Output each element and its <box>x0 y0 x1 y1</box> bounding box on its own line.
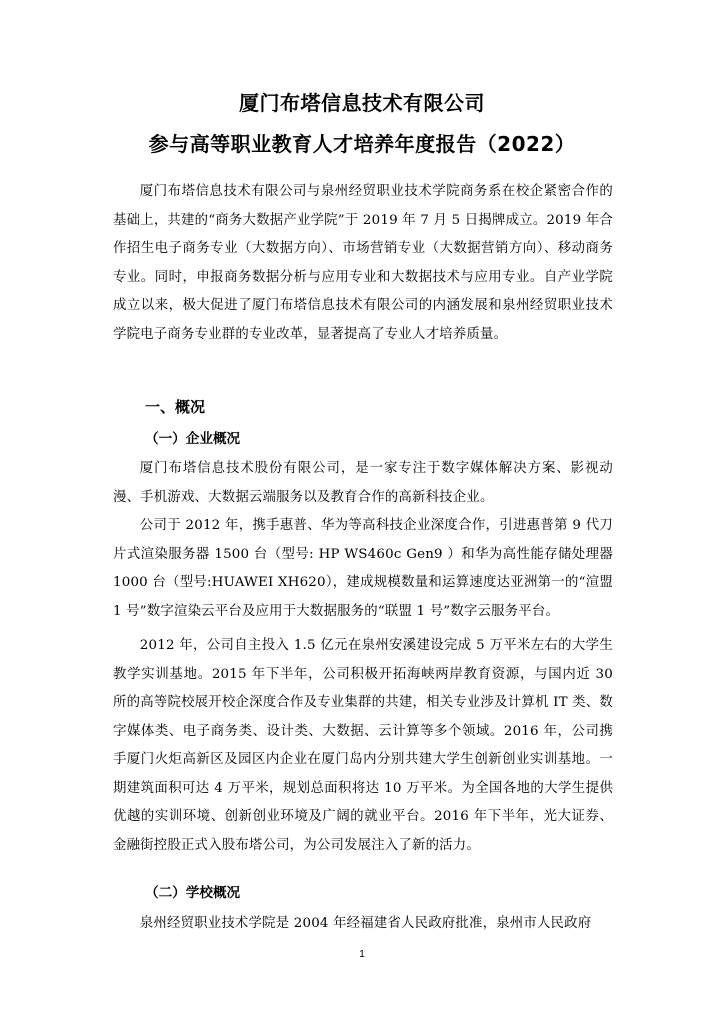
subsection-heading-company: （一）企业概况 <box>145 431 241 447</box>
document-title: 厦门布塔信息技术有限公司 <box>239 91 485 115</box>
company-paragraph: 公司于 2012 年，携手惠普、华为等高科技企业深度合作，引进惠普第 9 代刀片式渲染服务器 1500 台（型号: HP WS460c Gen9 ）和华为高性能存储处理器 1000 台（型号:HUAWEI XH620），建成规模数量和运算速度达亚洲第一的“渲盟 1 号”数字渲染云平台及应用于大数据服务的“联盟 1 号”数字云服务平台。 <box>113 518 613 619</box>
company-paragraph: 厦门布塔信息技术股份有限公司，是一家专注于数字媒体解决方案、影视动漫、手机游戏、大数据云端服务以及教育合作的高新科技企业。 <box>113 461 613 505</box>
school-paragraph: 泉州经贸职业技术学院是 2004 年经福建省人民政府批准，泉州市人民政府 <box>139 916 592 931</box>
page-number: 1 <box>359 949 365 960</box>
section-heading-overview: 一、概况 <box>145 398 206 416</box>
company-paragraph: 2012 年，公司自主投入 1.5 亿元在泉州安溪建设完成 5 万平米左右的大学生教学实训基地。2015 年下半年，公司积极开拓海峡两岸教育资源，与国内近 30 所的高等院校展开校企深度合作及专业集群的共建，相关专业涉及计算机 IT 类、数字媒体类、电子商务类、设计类、大数据、云计算等多个领域。2016 年，公司携手厦门火炬高新区及园区内企业在厦门岛内分别共建大学生创新创业实训基地。一期建筑面积可达 4 万平米，规划总面积将达 10 万平米。为全国各地的大学生提供优越的实训环境、创新创业环境及广阔的就业平台。2016 年下半年，光大证券、金融街控股正式入股布塔公司，为公司发展注入了新的活力。 <box>113 638 613 853</box>
document-subtitle: 参与高等职业教育人才培养年度报告（2022） <box>148 132 576 156</box>
intro-paragraph: 厦门布塔信息技术有限公司与泉州经贸职业技术学院商务系在校企紧密合作的基础上，共建的“商务大数据产业学院”于 2019 年 7 月 5 日揭牌成立。2019 年合作招生电子商务专业（大数据方向）、市场营销专业（大数据营销方向）、移动商务专业。同时，申报商务数据分析与应用专业和大数据技术与应用专业。自产业学院成立以来，极大促进了厦门布塔信息技术有限公司的内涵发展和泉州经贸职业技术学院电子商务专业群的专业改革，显著提高了专业人才培养质量。 <box>113 184 613 342</box>
subsection-heading-school: （二）学校概况 <box>145 885 241 901</box>
